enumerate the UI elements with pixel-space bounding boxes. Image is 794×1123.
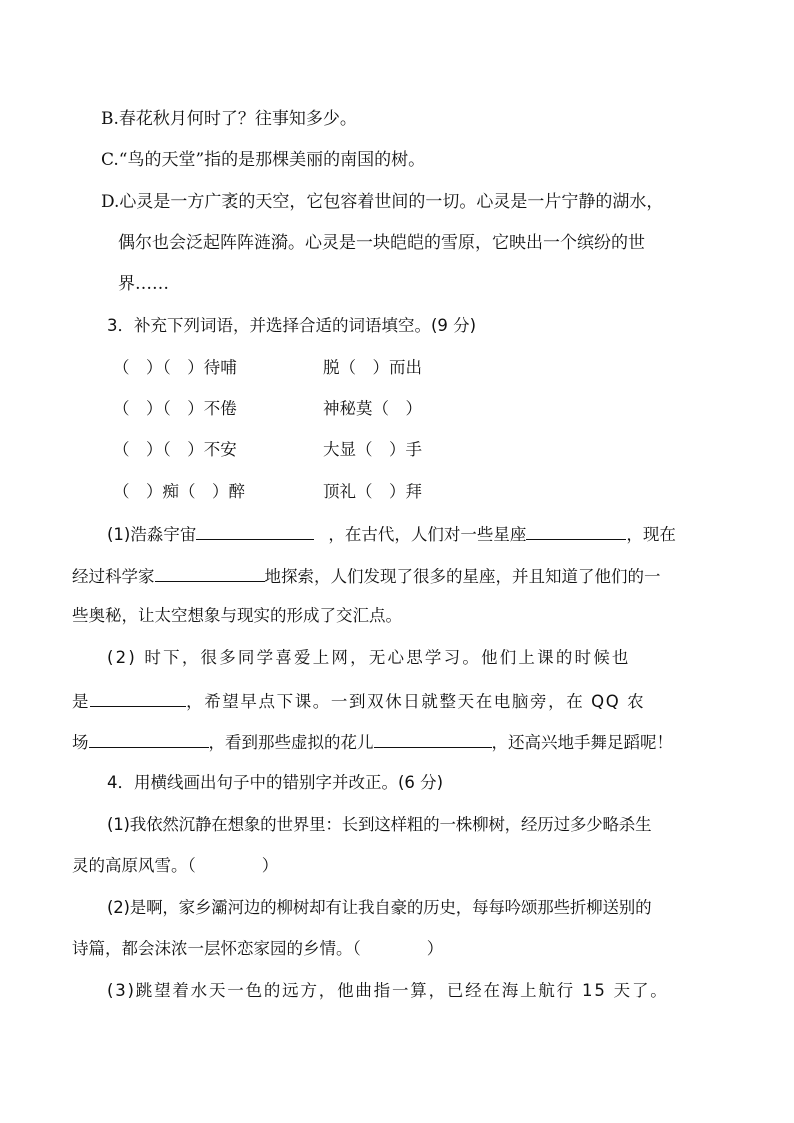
s1-line3: 些奥秘，让太空想象与现实的形成了交汇点。 [72,606,402,625]
word-2-right: 神秘莫（ ） [323,399,422,418]
s2-blank-1[interactable] [90,688,186,707]
s1-blank-3[interactable] [155,563,265,582]
word-4-right: 顶礼（ ）拜 [323,482,422,501]
q4-s1-line1: (1)我依然沉静在想象的世界里：长到这样粗的一株柳树，经历过多少略杀生 [107,815,652,834]
option-c: C.“鸟的天堂”指的是那棵美丽的南国的树。 [101,150,426,170]
s2-text-b: 是 [72,692,91,711]
word-3-left: （ ）（ ）不安 [113,440,237,459]
s2-line3 [72,729,673,755]
option-d-line2: 偶尔也会泛起阵阵涟漪。心灵是一块皑皑的雪原，它映出一个缤纷的世 [118,233,645,253]
s1-text-b: ，在古代，人们对一些星座 [328,525,527,544]
word-1-left: （ ）（ ）待哺 [113,358,237,377]
option-d-line1: D.心灵是一方广袤的天空，它包容着世间的一切。心灵是一片宁静的湖水， [101,192,664,212]
q4-s2-line1: (2)是啊，家乡灞河边的柳树却有让我自豪的历史，每每吟颂那些折柳送别的 [107,898,652,917]
s2-text-c: ，希望早点下课。一到双休日就整天在电脑旁，在 QQ 农 [186,692,646,711]
s1-text-c: ，现在 [626,525,676,544]
s2-line2 [72,688,645,714]
q4-s3-line1: (3)跳望着水天一色的远方，他曲指一算，已经在海上航行 15 天了。 [107,981,669,1000]
word-2-left: （ ）（ ）不倦 [113,399,237,418]
option-d-line3: 界…… [118,274,169,294]
option-b: B.春花秋月何时了？往事知多少。 [101,109,357,129]
word-3-right: 大显（ ）手 [323,440,422,459]
s2-text-d: 场 [72,733,89,752]
q4-s2-line2: 诗篇，都会沫浓一层怀恋家园的乡情。（ ） [72,939,444,958]
s1-blank-2[interactable] [526,521,626,540]
s1-text-e: 地探索，人们发现了很多的星座，并且知道了他们的一 [264,567,661,586]
word-1-right: 脱（ ）而出 [323,358,422,377]
word-4-left: （ ）痴（ ）醉 [113,482,245,501]
s2-blank-3[interactable] [374,729,492,748]
q3-title: 3．补充下列词语，并选择合适的词语填空。(9 分) [107,316,477,335]
s2-line1: (2) 时下，很多同学喜爱上网，无心思学习。他们上课的时候也 [107,648,631,667]
s1-line2 [72,563,661,589]
q4-s1-line2: 灵的高原风雪。（ ） [72,856,279,875]
q4-title: 4．用横线画出句子中的错别字并改正。(6 分) [107,773,444,792]
s2-text-e: ，看到那些虚拟的花儿 [208,733,374,752]
s2-text-f: ，还高兴地手舞足蹈呢！ [491,733,673,752]
s1-text-d: 经过科学家 [72,567,155,586]
s2-blank-2[interactable] [89,729,209,748]
s1-line1 [107,521,676,547]
s1-text-a: (1)浩淼宇宙 [107,525,197,544]
s1-blank-1[interactable] [196,521,314,540]
